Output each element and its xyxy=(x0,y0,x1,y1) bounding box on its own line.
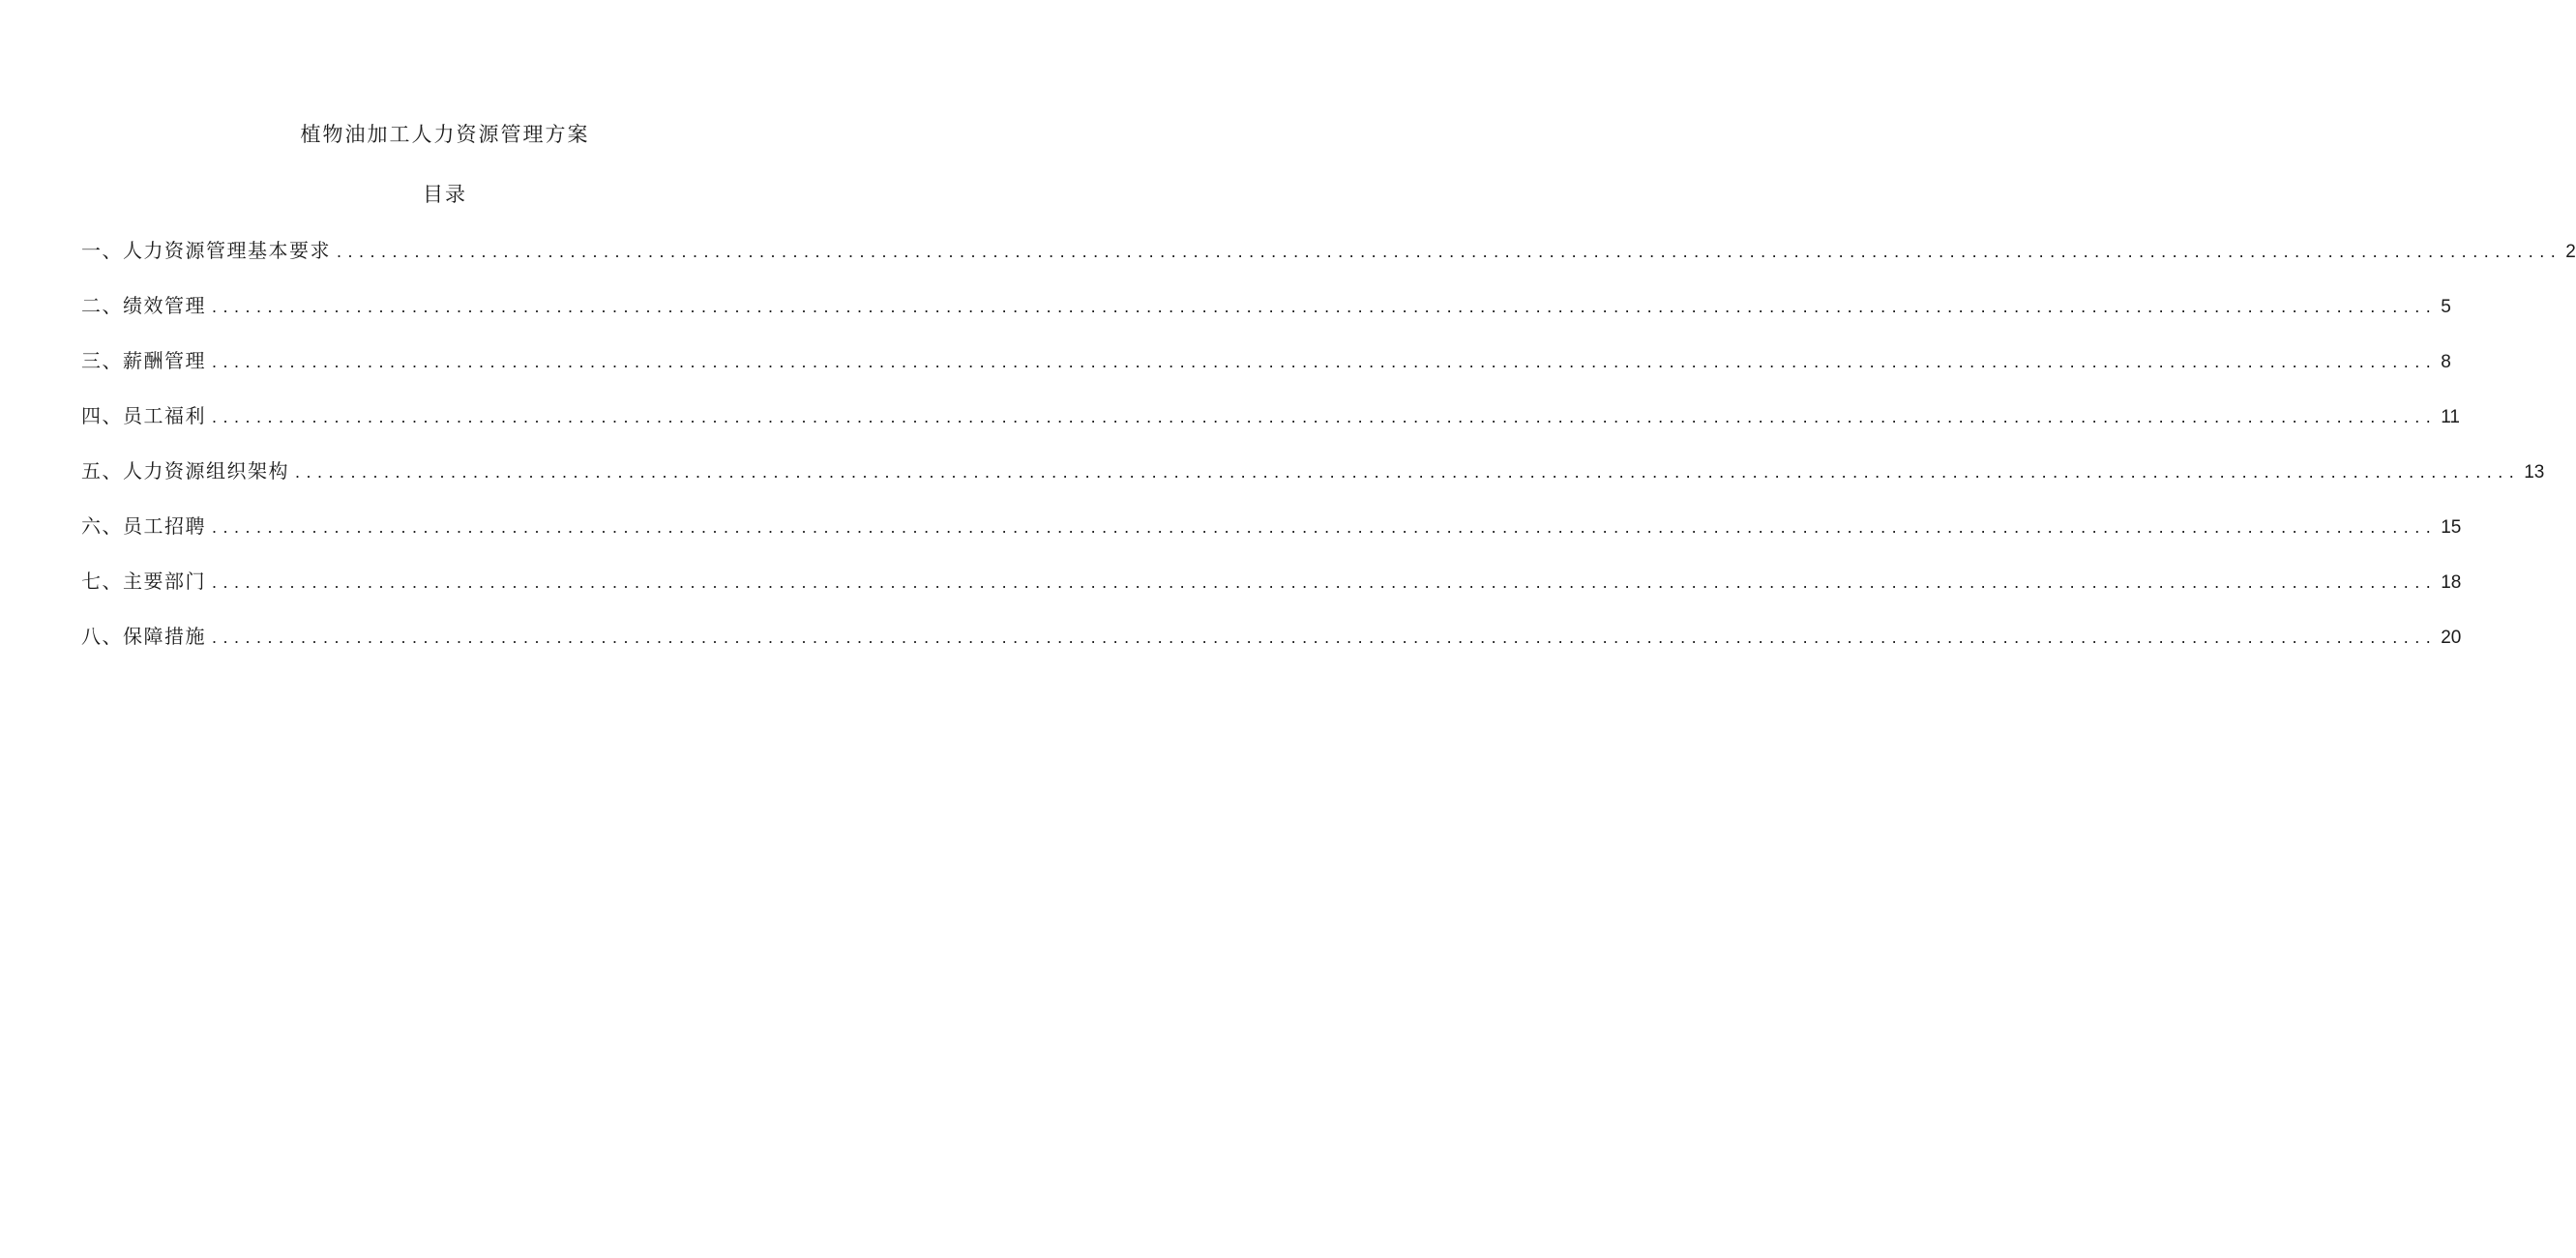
toc-entry[interactable] xyxy=(81,622,2462,677)
toc-dot-leader: ........................................................................................................................................................................................................ xyxy=(337,242,2562,261)
toc-dot-leader: ........................................................................................................................................................................................................ xyxy=(212,572,2438,592)
toc-entry-label: 一、人力资源管理基本要求 xyxy=(81,239,331,262)
toc-entry[interactable] xyxy=(81,236,2576,291)
toc-entry-page: 2 xyxy=(2565,242,2576,262)
toc-entry-label: 六、员工招聘 xyxy=(81,514,206,538)
toc-entry-page: 18 xyxy=(2441,572,2462,593)
toc-entry[interactable] xyxy=(81,291,2451,346)
toc-heading: 目录 xyxy=(423,183,467,206)
toc-entry-label: 五、人力资源组织架构 xyxy=(81,459,289,483)
toc-entry-label: 八、保障措施 xyxy=(81,625,206,648)
toc-dot-leader: ........................................................................................................................................................................................................ xyxy=(295,462,2521,482)
toc-entry-page: 5 xyxy=(2441,297,2451,317)
toc-entry-label: 三、薪酬管理 xyxy=(81,349,206,372)
toc-dot-leader: ........................................................................................................................................................................................................ xyxy=(212,297,2438,316)
toc-entry-page: 13 xyxy=(2524,462,2545,483)
toc-entry[interactable] xyxy=(81,512,2462,567)
toc-entry-page: 20 xyxy=(2441,628,2462,648)
toc-entry-page: 8 xyxy=(2441,352,2451,372)
toc-entry-label: 四、员工福利 xyxy=(81,404,206,427)
toc-entry[interactable] xyxy=(81,567,2462,622)
toc-entry[interactable] xyxy=(81,346,2451,401)
toc-entry[interactable] xyxy=(81,401,2460,456)
toc-entry-label: 七、主要部门 xyxy=(81,570,206,593)
toc-entry-page: 15 xyxy=(2441,517,2462,538)
toc-entry-label: 二、绩效管理 xyxy=(81,294,206,317)
toc-dot-leader: ........................................................................................................................................................................................................ xyxy=(212,517,2438,537)
document-title: 植物油加工人力资源管理方案 xyxy=(300,123,590,146)
toc-entry[interactable] xyxy=(81,456,2545,512)
toc-dot-leader: ........................................................................................................................................................................................................ xyxy=(212,407,2438,426)
toc-entry-page: 11 xyxy=(2441,407,2460,427)
toc-dot-leader: ........................................................................................................................................................................................................ xyxy=(212,628,2438,647)
table-of-contents xyxy=(81,236,2576,677)
toc-dot-leader: ........................................................................................................................................................................................................ xyxy=(212,352,2438,371)
